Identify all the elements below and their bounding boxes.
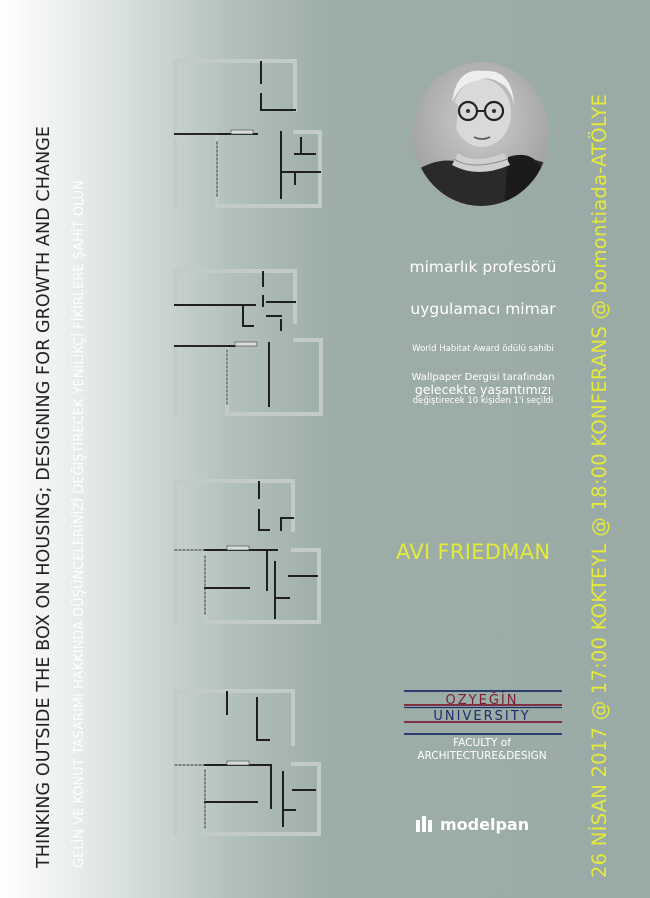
floor-plan-1 <box>175 61 320 206</box>
faculty-line1: FACULTY of <box>453 737 511 749</box>
bio-award: World Habitat Award ödülü sahibi <box>412 344 554 354</box>
speaker-name: AVI FRIEDMAN <box>396 540 551 564</box>
poster-title: THINKING OUTSIDE THE BOX ON HOUSING; DESIGNING FOR GROWTH AND CHANGE <box>34 125 54 868</box>
bio-practicing-architect: uygulamacı mimar <box>410 300 556 318</box>
sponsor-logo <box>414 814 529 834</box>
bio-professor: mimarlık profesörü <box>409 258 557 276</box>
modelpan-logo-icon <box>414 814 434 834</box>
floor-plans-column <box>165 50 335 850</box>
university-name-line2: UNIVERSITY <box>433 709 531 724</box>
speaker-portrait <box>412 61 550 207</box>
floor-plan-4 <box>175 691 319 834</box>
event-details: 26 NİSAN 2017 @ 17:00 KOKTEYL @ 18:00 KONFERANS @ bomontiada-ATÖLYE <box>588 93 611 878</box>
bio-wallpaper-big: gelecekte yaşantımızı <box>414 382 552 397</box>
faculty-name <box>402 737 562 763</box>
sponsor-name: modelpan <box>440 814 530 834</box>
university-logo <box>402 688 566 772</box>
poster-subtitle: GELİN VE KONUT TASARIMI HAKKINDA DÜŞÜNCELERİNİZİ DEĞİŞTİRECEK YENİLİKÇİ FİKİRLERE ŞAHİT OLUN <box>72 180 87 868</box>
floor-plan-drawings <box>165 50 335 850</box>
bio-wallpaper <box>368 372 598 407</box>
bio-wallpaper-top: Wallpaper Dergisi tarafından <box>411 372 555 383</box>
bio-wallpaper-small: değiştirecek 10 kişiden 1'i seçildi <box>412 396 554 406</box>
floor-plan-2 <box>175 271 321 414</box>
faculty-line2: ARCHITECTURE&DESIGN <box>417 750 547 762</box>
university-name-line1: OZYEĞİN <box>445 693 519 708</box>
floor-plan-3 <box>175 481 319 622</box>
